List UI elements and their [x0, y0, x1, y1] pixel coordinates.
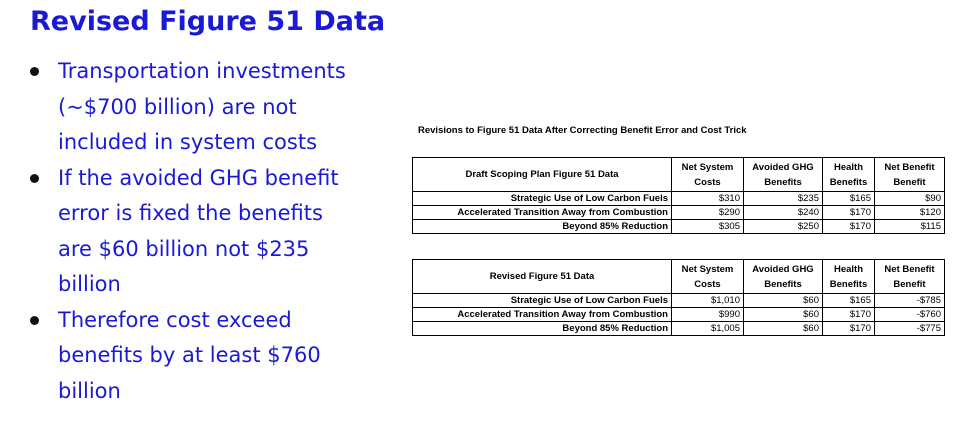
- table-heading: Revisions to Figure 51 Data After Correcting Benefit Error and Cost Trick: [418, 125, 747, 136]
- table-cell: $305: [672, 220, 744, 234]
- table-cell: $310: [672, 192, 744, 206]
- table-cell: $1,010: [672, 294, 744, 308]
- row-label: Accelerated Transition Away from Combustion: [413, 308, 672, 322]
- table-cell: -$785: [875, 294, 945, 308]
- table-cell: -$775: [875, 322, 945, 336]
- row-label: Accelerated Transition Away from Combustion: [413, 206, 672, 220]
- slide-title: Revised Figure 51 Data: [30, 6, 386, 37]
- table-cell: $170: [823, 308, 875, 322]
- bullet-line: Therefore cost exceed: [58, 307, 292, 332]
- table-row: [413, 294, 945, 308]
- bullet-dot-icon: [30, 174, 39, 183]
- table-cell: $120: [875, 206, 945, 220]
- bullet-line: are $60 billion not $235: [58, 236, 310, 261]
- column-header: Net Benefit Benefit: [875, 158, 945, 192]
- bullet-dot-icon: [30, 316, 39, 325]
- table-cell: $170: [823, 220, 875, 234]
- table-row: [413, 220, 945, 234]
- bullet-item: [26, 54, 386, 161]
- draft-figure-51-table: [412, 157, 945, 234]
- column-header: Avoided GHG Benefits: [744, 158, 823, 192]
- table-cell: $165: [823, 294, 875, 308]
- bullet-line: (~$700 billion) are not: [58, 94, 297, 119]
- table-cell: $90: [875, 192, 945, 206]
- table-cell: $60: [744, 294, 823, 308]
- column-header: Health Benefits: [823, 158, 875, 192]
- table-cell: $170: [823, 206, 875, 220]
- table-cell: $990: [672, 308, 744, 322]
- column-header: Net System Costs: [672, 260, 744, 294]
- table-cell: -$760: [875, 308, 945, 322]
- bullet-item: [26, 303, 386, 410]
- bullet-list: [26, 54, 386, 409]
- bullet-line: benefits by at least $760: [58, 343, 321, 367]
- table-cell: $290: [672, 206, 744, 220]
- bullet-item: [26, 161, 386, 303]
- bullet-line: error is fixed the benefits: [58, 201, 323, 225]
- table-row: [413, 308, 945, 322]
- bullet-line: included in system costs: [58, 130, 318, 154]
- table-cell: $165: [823, 192, 875, 206]
- column-header: Net Benefit Benefit: [875, 260, 945, 294]
- table-cell: $240: [744, 206, 823, 220]
- revised-figure-51-table: [412, 259, 945, 336]
- bullet-line: If the avoided GHG benefit: [58, 165, 339, 190]
- column-header: Health Benefits: [823, 260, 875, 294]
- table-cell: $60: [744, 322, 823, 336]
- row-label: Strategic Use of Low Carbon Fuels: [413, 294, 672, 308]
- row-label: Strategic Use of Low Carbon Fuels: [413, 192, 672, 206]
- table-title: Revised Figure 51 Data: [413, 260, 672, 294]
- column-header: Net System Costs: [672, 158, 744, 192]
- table-header-row: [413, 158, 945, 192]
- bullet-dot-icon: [30, 67, 39, 76]
- table-row: [413, 192, 945, 206]
- bullet-line: billion: [58, 272, 121, 296]
- bullet-line: Transportation investments: [58, 59, 346, 83]
- table-title: Draft Scoping Plan Figure 51 Data: [413, 158, 672, 192]
- table-row: [413, 206, 945, 220]
- table-header-row: [413, 260, 945, 294]
- row-label: Beyond 85% Reduction: [413, 220, 672, 234]
- table-cell: $170: [823, 322, 875, 336]
- table-cell: $250: [744, 220, 823, 234]
- table-cell: $60: [744, 308, 823, 322]
- bullet-line: billion: [58, 378, 121, 403]
- row-label: Beyond 85% Reduction: [413, 322, 672, 336]
- table-row: [413, 322, 945, 336]
- table-cell: $1,005: [672, 322, 744, 336]
- table-cell: $115: [875, 220, 945, 234]
- column-header: Avoided GHG Benefits: [744, 260, 823, 294]
- table-cell: $235: [744, 192, 823, 206]
